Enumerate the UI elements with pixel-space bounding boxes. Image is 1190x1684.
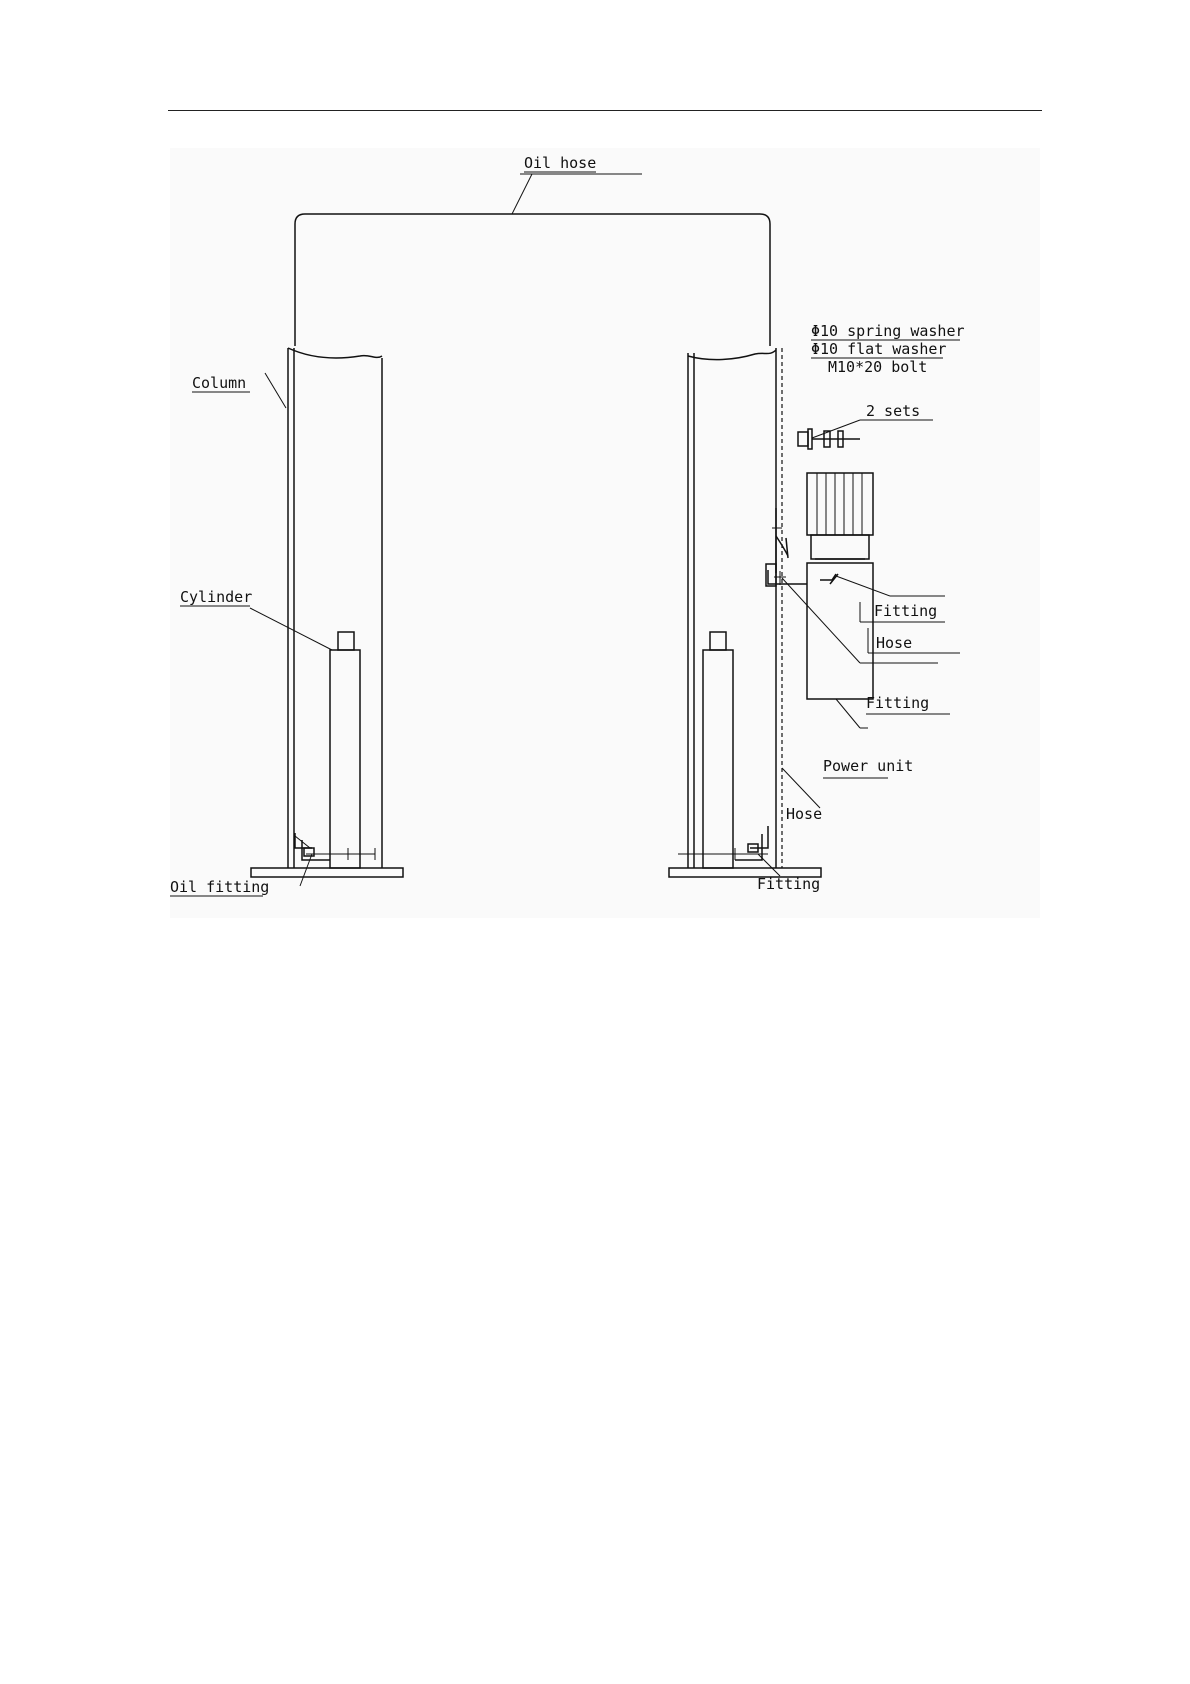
left-base-plate: [251, 868, 403, 877]
oil-fitting-label: Oil fitting: [170, 878, 270, 896]
cylinder-label: Cylinder: [180, 588, 253, 606]
spring-washer-label: Φ10 spring washer: [811, 322, 965, 340]
header-rule: [168, 110, 1042, 111]
flat-washer-label: Φ10 flat washer: [811, 340, 947, 358]
right-bottom-fitting: [678, 826, 768, 860]
power-unit-label: Power unit: [823, 757, 914, 775]
left-oil-fitting: [295, 833, 375, 860]
fitting-upper-label: Fitting: [874, 602, 938, 620]
installation-diagram: [170, 148, 1040, 918]
right-column: [688, 348, 782, 868]
overhead-oil-hose: [295, 214, 770, 346]
leader-lines: [250, 174, 945, 886]
column-label: Column: [192, 374, 247, 392]
fitting-bottom-label: Fitting: [757, 875, 821, 893]
hose-upper-label: Hose: [876, 634, 913, 652]
power-unit-pipework: [766, 508, 838, 586]
right-cylinder: [703, 632, 733, 868]
oil-hose-label: Oil hose: [524, 154, 597, 172]
left-cylinder: [330, 632, 360, 868]
sets-label: 2 sets: [866, 402, 921, 420]
diagram-canvas: [170, 148, 1040, 918]
bolt-label: M10*20 bolt: [828, 358, 928, 376]
fitting-middle-label: Fitting: [866, 694, 930, 712]
left-column: [288, 348, 382, 868]
hose-lower-label: Hose: [786, 805, 823, 823]
